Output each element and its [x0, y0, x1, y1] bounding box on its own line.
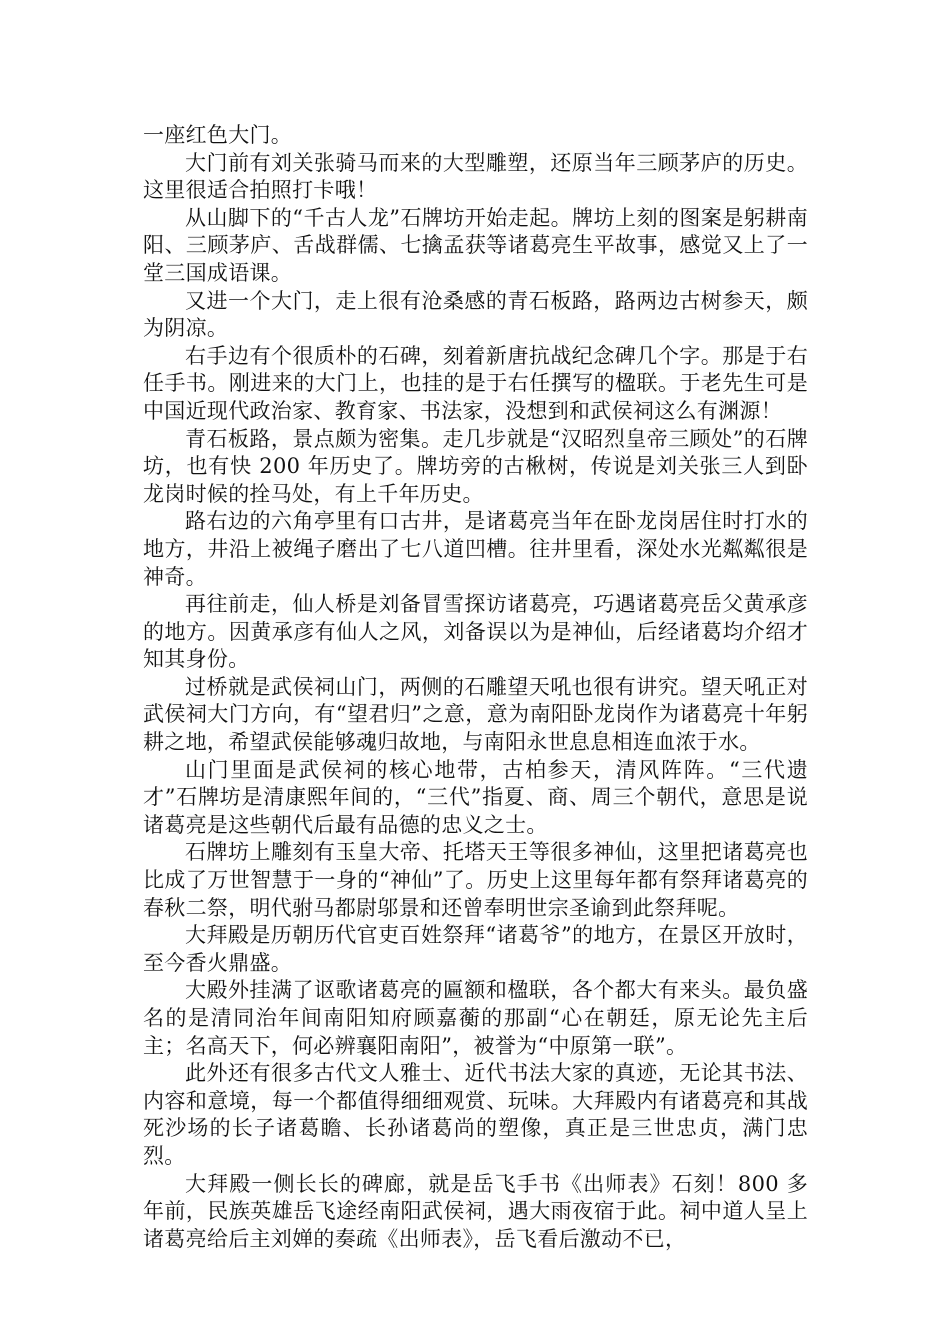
paragraph: 过桥就是武侯祠山门，两侧的石雕望天吼也很有讲究。望天吼正对武侯祠大门方向，有“望君归”之意，意为南阳卧龙岗作为诸葛亮十年躬耕之地，希望武侯能够魂归故地，与南阳永世息息相连血浓于水。 [143, 674, 808, 755]
paragraph: 青石板路，景点颇为密集。走几步就是“汉昭烈皇帝三顾处”的石牌坊，也有快 200 年历史了。牌坊旁的古楸树，传说是刘关张三人到卧龙岗时候的拴马处，有上千年历史。 [143, 426, 808, 506]
paragraph: 大拜殿是历朝历代官吏百姓祭拜“诸葛爷”的地方，在景区开放时，至今香火鼎盛。 [143, 923, 808, 975]
paragraph: 一座红色大门。 [143, 123, 293, 147]
paragraph: 大拜殿一侧长长的碑廊，就是岳飞手书《出师表》石刻！800 多年前，民族英雄岳飞途经南阳武侯祠，遇大雨夜宿于此。祠中道人呈上诸葛亮给后主刘婵的奏疏《出师表》，岳飞看后激动不已， [143, 1171, 808, 1251]
paragraph: 大殿外挂满了讴歌诸葛亮的匾额和楹联，各个都大有来头。最负盛名的是清同治年间南阳知府顾嘉蘅的那副“心在朝廷，原无论先主后主；名高天下，何必辨襄阳南阳”，被誉为“中原第一联”。 [143, 978, 808, 1058]
paragraph: 山门里面是武侯祠的核心地带，古柏参天，清风阵阵。“三代遗才”石牌坊是清康熙年间的，“三代”指夏、商、周三个朝代，意思是说诸葛亮是这些朝代后最有品德的忠义之士。 [143, 757, 808, 837]
document-body [143, 122, 808, 1253]
paragraph: 再往前走，仙人桥是刘备冒雪探访诸葛亮，巧遇诸葛亮岳父黄承彦的地方。因黄承彦有仙人之风，刘备误以为是神仙，后经诸葛均介绍才知其身份。 [143, 592, 808, 672]
paragraph: 石牌坊上雕刻有玉皇大帝、托塔天王等很多神仙，这里把诸葛亮也比成了万世智慧于一身的“神仙”了。历史上这里每年都有祭拜诸葛亮的春秋二祭，明代驸马都尉邬景和还曾奉明世宗圣谕到此祭拜呢。 [143, 840, 808, 920]
paragraph: 从山脚下的“千古人龙”石牌坊开始走起。牌坊上刻的图案是躬耕南阳、三顾茅庐、舌战群儒、七擒孟获等诸葛亮生平故事，感觉又上了一堂三国成语课。 [143, 205, 808, 285]
paragraph: 此外还有很多古代文人雅士、近代书法大家的真迹，无论其书法、内容和意境，每一个都值得细细观赏、玩味。大拜殿内有诸葛亮和其战死沙场的长子诸葛瞻、长孙诸葛尚的塑像，真正是三世忠贞，满门忠烈。 [143, 1061, 808, 1168]
paragraph: 大门前有刘关张骑马而来的大型雕塑，还原当年三顾茅庐的历史。这里很适合拍照打卡哦！ [143, 150, 808, 203]
paragraph: 右手边有个很质朴的石碑，刻着新唐抗战纪念碑几个字。那是于右任手书。刚进来的大门上，也挂的是于右任撰写的楹联。于老先生可是中国近现代政治家、教育家、书法家，没想到和武侯祠这么有渊源！ [143, 343, 808, 423]
paragraph: 路右边的六角亭里有口古井，是诸葛亮当年在卧龙岗居住时打水的地方，井沿上被绳子磨出了七八道凹槽。往井里看，深处水光粼粼很是神奇。 [143, 509, 808, 589]
paragraph: 又进一个大门，走上很有沧桑感的青石板路，路两边古树参天，颇为阴凉。 [143, 288, 808, 341]
